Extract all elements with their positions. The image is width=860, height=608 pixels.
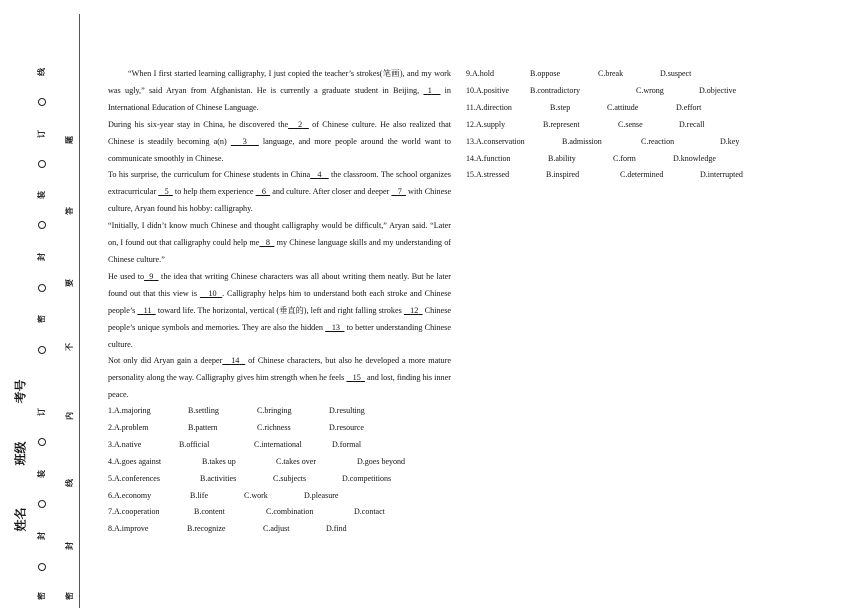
binding-mark: 线 xyxy=(65,479,74,487)
option: 5.A.conferences xyxy=(108,473,160,483)
option: C.subjects xyxy=(273,473,307,483)
binding-circle xyxy=(38,563,46,571)
option: 7.A.cooperation xyxy=(108,507,160,517)
class-label: 班级 xyxy=(13,441,28,466)
option: C.combination xyxy=(266,507,314,517)
paragraph-2: During his six-year stay in China, he discovered the 2 of Chinese culture. He also realized that Chinese is steadily becoming a(n) 3 language, and more people around the world want to communicate smoothly in Chinese. xyxy=(108,119,452,163)
option: B.activities xyxy=(200,473,237,483)
binding-line xyxy=(79,14,80,608)
paragraph-6: Not only did Aryan gain a deeper 14 of Chinese characters, but also he developed a more mature personality along the way. Calligraphy gives him strength when he feels 15 and lost, finding his inner peace. xyxy=(108,356,452,400)
option: C.international xyxy=(254,439,302,449)
binding-circle xyxy=(38,438,46,446)
option: 4.A.goes against xyxy=(108,456,162,466)
option: B.takes up xyxy=(202,456,236,466)
option: D.suspect xyxy=(660,69,692,78)
option: B.settling xyxy=(188,406,219,415)
option: C.attitude xyxy=(607,102,639,112)
binding-circle xyxy=(38,160,46,168)
binding-mark: 装 xyxy=(37,191,46,199)
option: D.contact xyxy=(354,507,385,517)
option: B.ability xyxy=(548,153,576,163)
option: C.wrong xyxy=(636,85,664,95)
blank: 14 xyxy=(231,356,240,366)
binding-mark: 装 xyxy=(37,470,46,478)
option: C.sense xyxy=(618,119,643,129)
blank: 6 xyxy=(261,187,266,197)
option: C.richness xyxy=(257,422,291,432)
binding-mark: 密 xyxy=(65,592,74,600)
blank: 1 xyxy=(427,85,432,95)
option: B.inspired xyxy=(546,170,580,180)
option: 9.A.hold xyxy=(466,69,494,78)
option: B.contradictory xyxy=(530,85,580,95)
option: 2.A.problem xyxy=(108,422,149,432)
option: B.pattern xyxy=(188,422,218,432)
binding-mark: 封 xyxy=(37,253,46,261)
blank: 7 xyxy=(397,187,402,197)
binding-circle xyxy=(38,98,46,106)
option: 8.A.improve xyxy=(108,524,149,534)
option: 6.A.economy xyxy=(108,490,152,500)
option: D.formal xyxy=(332,439,362,449)
binding-mark: 订 xyxy=(37,130,46,138)
blank: 13 xyxy=(331,322,340,332)
option: 14.A.function xyxy=(466,153,511,163)
blank: 9 xyxy=(149,271,154,281)
binding-circle xyxy=(38,346,46,354)
blank: 12 xyxy=(410,305,419,315)
option: D.knowledge xyxy=(673,153,716,163)
option: D.competitions xyxy=(342,473,392,483)
option: B.recognize xyxy=(187,524,226,534)
option: D.pleasure xyxy=(304,490,339,500)
blank: 8 xyxy=(265,238,271,248)
paragraph-3: To his surprise, the curriculum for Chinese students in China 4 the classroom. The school organizes extracurricular 5 to help them experience 6 and culture. After closer and deeper 7 with Chinese culture, Aryan found his hobby: calligraphy. xyxy=(108,170,452,214)
blank: 3 xyxy=(242,136,247,146)
option: D.interrupted xyxy=(700,170,743,180)
binding-mark: 封 xyxy=(65,542,74,550)
option: C.break xyxy=(598,69,624,78)
option: 1.A.majoring xyxy=(108,406,151,415)
binding-mark: 不 xyxy=(65,343,74,351)
option: D.find xyxy=(326,524,347,534)
option: C.takes over xyxy=(276,456,316,466)
option: D.goes beyond xyxy=(357,456,405,466)
option: B.content xyxy=(194,507,225,517)
option: B.represent xyxy=(543,119,580,129)
option: D.objective xyxy=(699,85,737,95)
option: C.bringing xyxy=(257,406,292,415)
option: D.resulting xyxy=(329,406,365,415)
option: 15.A.stressed xyxy=(466,170,510,180)
option: 3.A.native xyxy=(108,439,142,449)
option: B.life xyxy=(190,490,208,500)
binding-mark: 封 xyxy=(37,532,46,540)
option: D.recall xyxy=(679,119,705,129)
option: 10.A.positive xyxy=(466,85,510,95)
option: C.adjust xyxy=(263,524,290,534)
paragraph-1: “When I first started learning calligraphy, I just copied the teacher’s strokes(笔画), and my work was ugly,” said Aryan from Afghanistan. He is currently a graduate student in Beijing, 1 in International Education of Chinese Language. xyxy=(108,69,452,112)
blank: 2 xyxy=(298,119,303,129)
option: 11.A.direction xyxy=(466,102,512,112)
cloze-passage xyxy=(108,66,451,404)
option: C.reaction xyxy=(641,136,675,146)
binding-mark: 密 xyxy=(37,592,46,600)
option: B.admission xyxy=(562,136,602,146)
option: B.official xyxy=(179,439,210,449)
blank: 15 xyxy=(352,373,361,383)
blank: 5 xyxy=(164,187,169,197)
binding-mark: 订 xyxy=(37,408,46,416)
binding-mark: 答 xyxy=(65,207,74,215)
binding-circle xyxy=(38,221,46,229)
option: B.oppose xyxy=(530,69,560,78)
binding-mark: 线 xyxy=(37,68,46,76)
option: 13.A.conservation xyxy=(466,136,525,146)
option: C.form xyxy=(613,153,636,163)
option: D.key xyxy=(720,136,740,146)
binding-mark: 密 xyxy=(37,315,46,323)
option: C.determined xyxy=(620,170,664,180)
binding-mark: 内 xyxy=(65,412,74,420)
paragraph-5: He used to 9 the idea that writing Chinese characters was all about writing them neatly. But he later found out that this view is 10 . Calligraphy helps him to understand both each stroke and Chinese people’s 11 toward life. The horizontal, vertical (垂直的), left and right falling strokes 12 Chinese people’s unique symbols and memories. They are also the hidden 13 to better understanding Chinese culture. xyxy=(108,271,452,349)
option: C.work xyxy=(244,490,268,500)
blank: 4 xyxy=(317,170,322,180)
binding-mark: 要 xyxy=(65,279,74,287)
name-label: 姓名 xyxy=(13,507,28,532)
binding-circle xyxy=(38,284,46,292)
paragraph-4: “Initially, I didn’t know much Chinese and thought calligraphy would be difficult,” Aryan said. “Later on, I found out that calligraphy could help me 8 my Chinese language skills and my understanding of Chinese culture.” xyxy=(108,221,452,264)
binding-mark: 题 xyxy=(65,136,74,144)
option: B.step xyxy=(550,102,571,112)
binding-circle xyxy=(38,500,46,508)
option: D.resource xyxy=(329,422,364,432)
blank: 11 xyxy=(143,305,152,315)
binding-margin xyxy=(0,0,80,608)
option: D.effort xyxy=(676,102,702,112)
option: 12.A.supply xyxy=(466,119,506,129)
blank: 10 xyxy=(208,288,217,298)
exam-number-label: 考号 xyxy=(13,379,28,404)
